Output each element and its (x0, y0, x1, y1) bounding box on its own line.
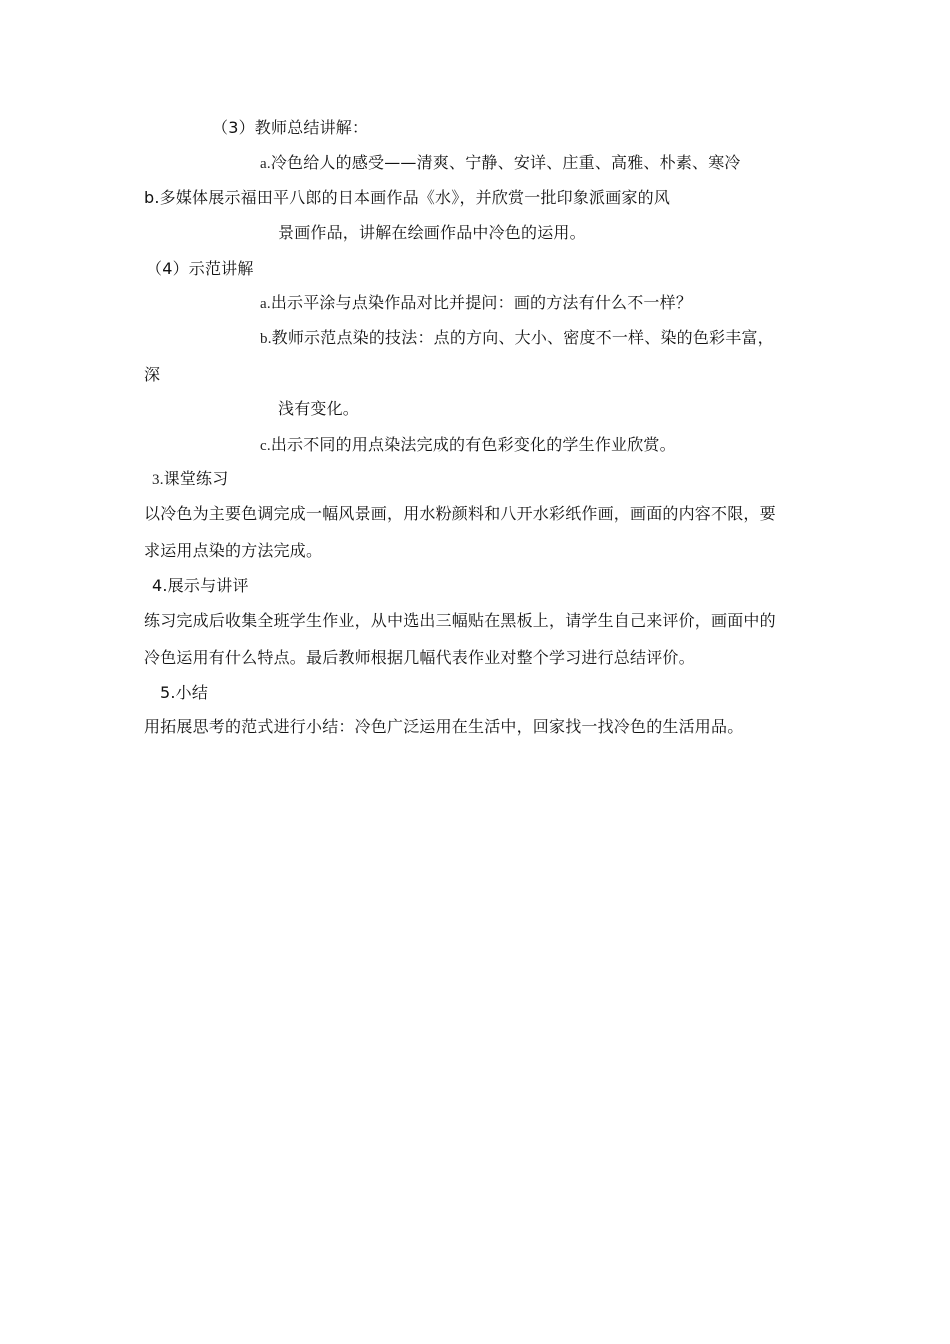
item-b-wrap-rest: 浅有变化。 (278, 399, 360, 418)
list-marker: a. (260, 296, 271, 312)
list-marker: 3. (152, 472, 164, 488)
heading-teacher-summary: （3）教师总结讲解： (212, 118, 369, 137)
list-marker: b. (260, 331, 272, 347)
item-a-comparison: a.出示平涂与点染作品对比并提问：画的方法有什么不一样？ (260, 293, 693, 312)
list-marker: c. (260, 438, 271, 454)
heading-display-review: 4.展示与讲评 (152, 576, 249, 595)
heading-demonstration: （4）示范讲解 (146, 259, 254, 278)
item-b-technique: b.教师示范点染的技法：点的方向、大小、密度不一样、染的色彩丰富， (260, 328, 774, 347)
item-a-cold-color-feeling: a.冷色给人的感受——清爽、宁静、安详、庄重、高雅、朴素、寒冷 (260, 153, 741, 172)
practice-paragraph-line-1: 以冷色为主要色调完成一幅风景画，用水粉颜料和八开水彩纸作画，画面的内容不限，要 (144, 504, 776, 523)
item-b-multimedia-display: b.多媒体展示福田平八郎的日本画作品《水》，并欣赏一批印象派画家的风 (144, 188, 671, 207)
summary-paragraph: 用拓展思考的范式进行小结：冷色广泛运用在生活中，回家找一找冷色的生活用品。 (144, 717, 744, 736)
heading-class-practice: 3.课堂练习 (152, 469, 229, 488)
review-paragraph-line-2: 冷色运用有什么特点。最后教师根据几幅代表作业对整个学习进行总结评价。 (144, 648, 695, 667)
practice-paragraph-line-2: 求运用点染的方法完成。 (144, 541, 323, 560)
item-b-continuation: 景画作品，讲解在绘画作品中冷色的运用。 (278, 223, 586, 242)
heading-summary: 5.小结 (160, 683, 209, 702)
list-marker: a. (260, 156, 271, 172)
item-c-student-work: c.出示不同的用点染法完成的有色彩变化的学生作业欣赏。 (260, 435, 676, 454)
review-paragraph-line-1: 练习完成后收集全班学生作业，从中选出三幅贴在黑板上，请学生自己来评价，画面中的 (144, 611, 776, 630)
item-b-wrap-char: 深 (144, 365, 161, 384)
